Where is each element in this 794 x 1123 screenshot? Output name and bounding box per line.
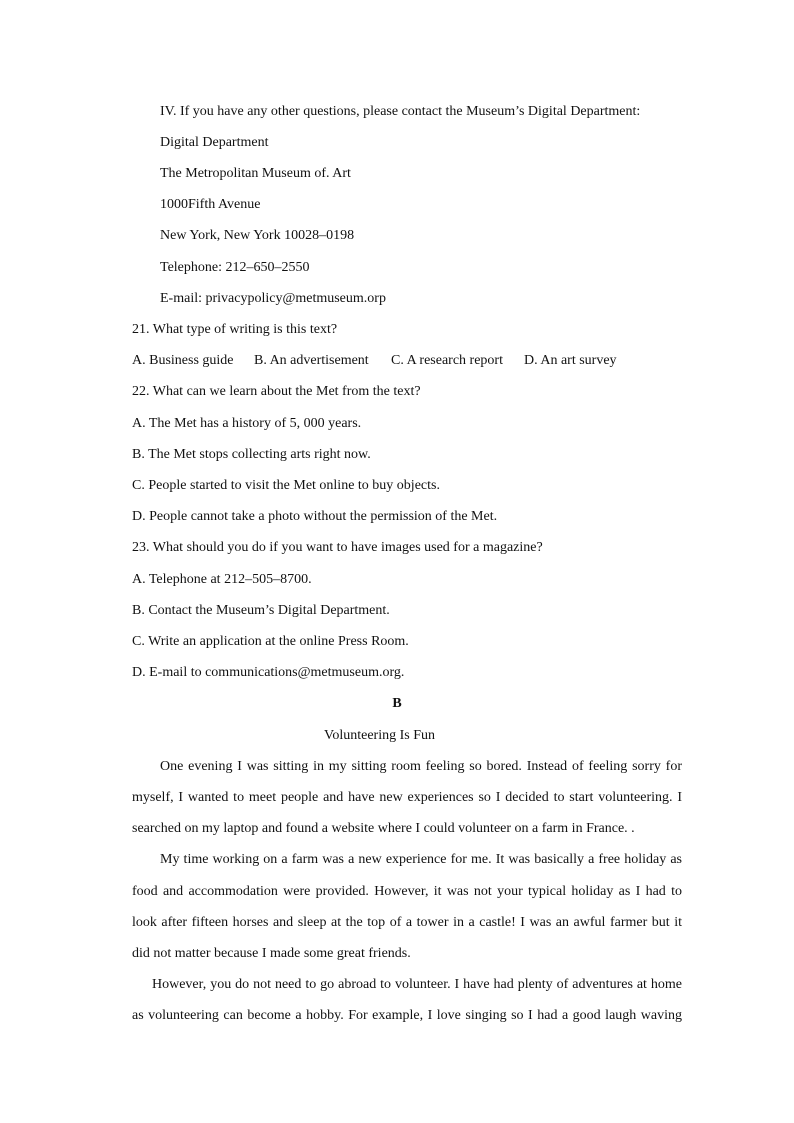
passage-line: myself, I wanted to meet people and have new experiences so I decided to start volunteering. I — [132, 790, 682, 805]
option: D. E-mail to communications@metmuseum.org. — [132, 665, 405, 680]
option: B. An advertisement — [254, 353, 369, 368]
option: C. A research report — [391, 353, 503, 368]
passage-line: food and accommodation were provided. However, it was not your typical holiday as I had to — [132, 884, 682, 899]
question-22: 22. What can we learn about the Met from the text? — [132, 384, 421, 399]
contact-line: The Metropolitan Museum of. Art — [160, 166, 351, 181]
option: C. People started to visit the Met online to buy objects. — [132, 478, 440, 493]
contact-line: Telephone: 212–650–2550 — [160, 260, 310, 275]
contact-line: Digital Department — [160, 135, 269, 150]
section-letter: B — [392, 696, 402, 711]
question-23: 23. What should you do if you want to have images used for a magazine? — [132, 540, 543, 555]
contact-email: E-mail: privacypolicy@metmuseum.orp — [160, 291, 386, 306]
question-21-options — [132, 351, 617, 371]
contact-line: New York, New York 10028–0198 — [160, 228, 355, 243]
option: D. An art survey — [524, 353, 617, 368]
passage-title: Volunteering Is Fun — [324, 728, 435, 743]
question-21: 21. What type of writing is this text? — [132, 322, 338, 337]
contact-intro: IV. If you have any other questions, please contact the Museum’s Digital Department: — [160, 104, 641, 119]
passage-line: One evening I was sitting in my sitting room feeling so bored. Instead of feeling sorry for — [160, 759, 682, 774]
passage-line: searched on my laptop and found a website where I could volunteer on a farm in France. . — [132, 821, 635, 836]
contact-line: 1000Fifth Avenue — [160, 197, 261, 212]
passage-line: My time working on a farm was a new experience for me. It was basically a free holiday as — [160, 852, 682, 867]
option: A. Telephone at 212–505–8700. — [132, 572, 312, 587]
option: D. People cannot take a photo without the permission of the Met. — [132, 509, 498, 524]
passage-line: look after fifteen horses and sleep at the top of a tower in a castle! I was an awful farmer but it — [132, 915, 682, 930]
passage-line: did not matter because I made some great friends. — [132, 946, 411, 961]
option: B. Contact the Museum’s Digital Department. — [132, 603, 390, 618]
passage-line: as volunteering can become a hobby. For example, I love singing so I had a good laugh waving — [132, 1008, 682, 1023]
option: B. The Met stops collecting arts right now. — [132, 447, 371, 462]
passage-line: However, you do not need to go abroad to volunteer. I have had plenty of adventures at home — [152, 977, 682, 992]
option: C. Write an application at the online Press Room. — [132, 634, 409, 649]
option: A. The Met has a history of 5, 000 years. — [132, 416, 362, 431]
option: A. Business guide — [132, 353, 234, 368]
